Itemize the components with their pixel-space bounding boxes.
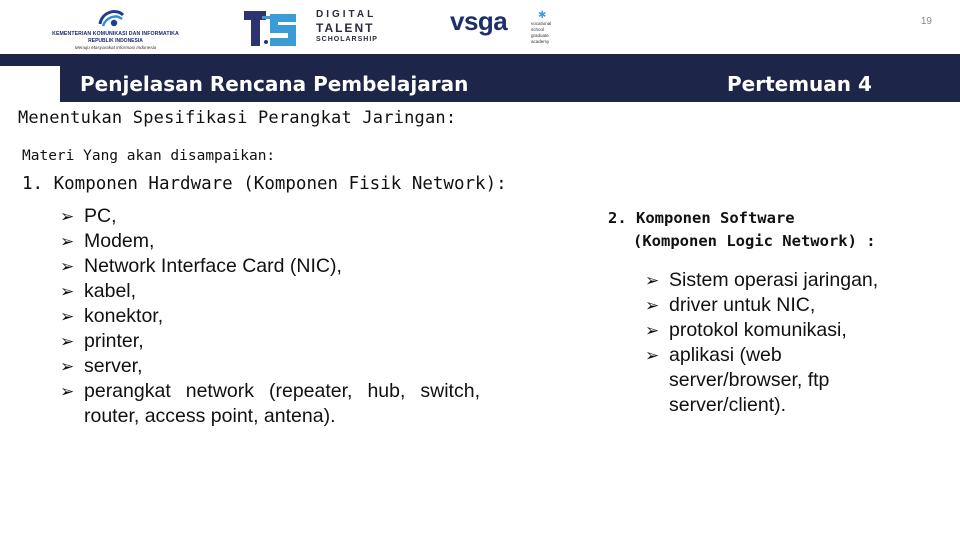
arrow-bullet-icon: ➢: [60, 332, 75, 351]
arrow-bullet-icon: ➢: [60, 232, 75, 251]
list-item: ➢ perangkat network (repeater, hub, switch, router, access point, antena).: [60, 380, 480, 427]
section1-heading: 1. Komponen Hardware (Komponen Fisik Network):: [22, 174, 507, 194]
page-number: 19: [920, 16, 932, 27]
dts-word-scholarship: SCHOLARSHIP: [316, 36, 378, 43]
dts-word-digital: DIGITAL: [316, 9, 377, 20]
header-title: Penjelasan Rencana Pembelajaran: [80, 72, 469, 96]
arrow-bullet-icon: ➢: [60, 207, 75, 226]
list-item: ➢ aplikasi (web server/browser, ftp server/client).: [645, 344, 830, 416]
section2-heading-line1: 2. Komponen Software: [608, 209, 795, 227]
list-item: ➢ protokol komunikasi,: [645, 319, 847, 341]
kominfo-name: KEMENTERIAN KOMUNIKASI DAN INFORMATIKA: [52, 31, 179, 37]
arrow-bullet-icon: ➢: [645, 271, 660, 290]
vsga-sub-3: graduate: [531, 33, 549, 38]
list-item: ➢ Sistem operasi jaringan,: [645, 269, 879, 291]
hardware-list: [60, 204, 490, 429]
slide-subtitle: Menentukan Spesifikasi Perangkat Jaringan:: [18, 108, 457, 128]
vsga-sub-4: academy: [531, 39, 550, 44]
section2-heading: [608, 207, 876, 252]
arrow-bullet-icon: ➢: [645, 296, 660, 315]
arrow-bullet-icon: ➢: [60, 282, 75, 301]
arrow-bullet-icon: ➢: [645, 346, 660, 365]
list-item: ➢ printer,: [60, 330, 144, 352]
list-item: ➢ driver untuk NIC,: [645, 294, 816, 316]
kominfo-tagline: Menuju Masyarakat Informasi Indonesia: [74, 45, 157, 50]
list-item: ➢ PC,: [60, 205, 117, 227]
list-item: ➢ kabel,: [60, 280, 137, 302]
software-list: [645, 268, 945, 418]
arrow-bullet-icon: ➢: [645, 321, 660, 340]
list-item: ➢ Network Interface Card (NIC),: [60, 255, 342, 277]
digital-talent-logo: [240, 8, 410, 48]
vsga-sub-1: vocational: [531, 21, 552, 26]
kominfo-emblem-icon: [96, 6, 126, 30]
vsga-wordmark: vsga: [450, 6, 508, 36]
arrow-bullet-icon: ➢: [60, 382, 75, 401]
arrow-bullet-icon: ➢: [60, 307, 75, 326]
vsga-logo: [450, 8, 560, 52]
list-item: ➢ server,: [60, 355, 143, 377]
section2-heading-line2: (Komponen Logic Network) :: [633, 231, 876, 250]
vsga-spark-icon: ✱: [538, 10, 547, 21]
list-item: ➢ Modem,: [60, 230, 155, 252]
arrow-bullet-icon: ➢: [60, 257, 75, 276]
digital-talent-mark-icon: [242, 8, 302, 48]
header-left-tab: [0, 66, 60, 102]
intro-text: Materi Yang akan disampaikan:: [22, 148, 276, 164]
vsga-sub-2: school: [531, 27, 545, 32]
kominfo-country: REPUBLIK INDONESIA: [88, 38, 143, 44]
dts-word-talent: TALENT: [316, 21, 375, 35]
list-item: ➢ konektor,: [60, 305, 164, 327]
kominfo-logo: [38, 4, 193, 50]
arrow-bullet-icon: ➢: [60, 357, 75, 376]
header-meeting-label: Pertemuan 4: [727, 72, 872, 96]
